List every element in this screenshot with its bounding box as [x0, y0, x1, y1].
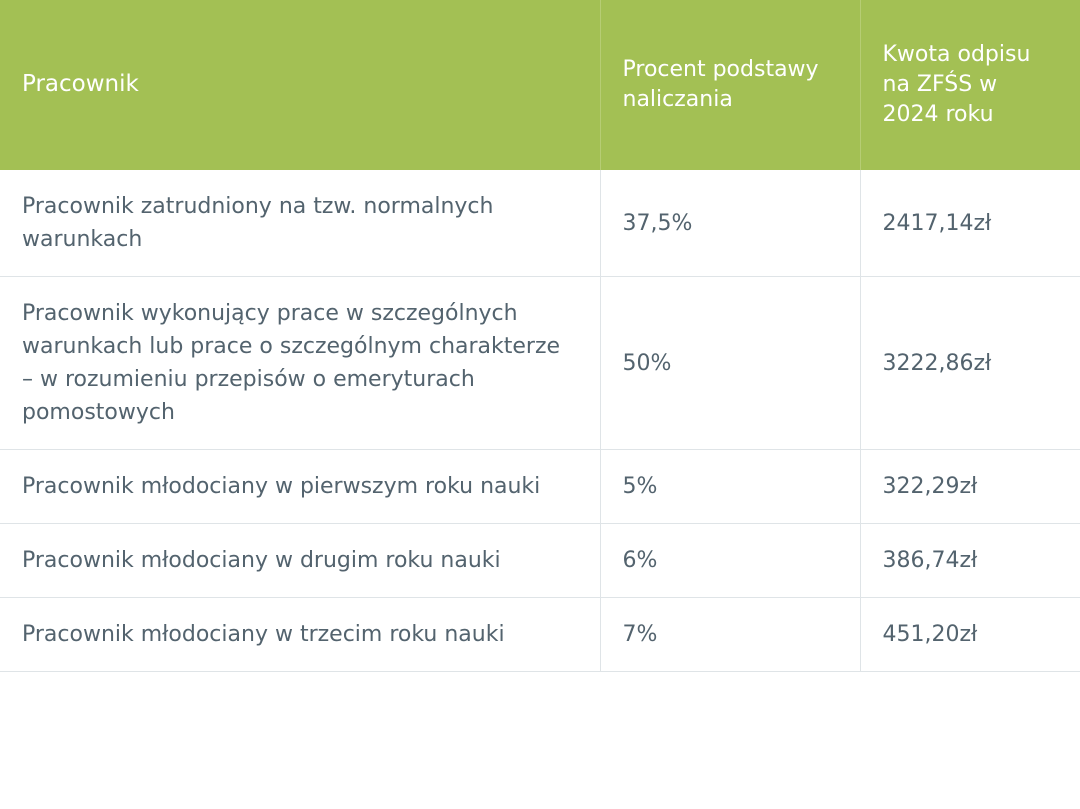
column-header-employee: Pracownik: [0, 0, 600, 170]
table-header: [0, 0, 1080, 170]
cell-percent: 6%: [600, 524, 860, 598]
cell-employee: Pracownik młodociany w pierwszym roku nauki: [0, 450, 600, 524]
cell-amount: 3222,86zł: [860, 277, 1080, 450]
column-header-amount: Kwota odpisu na ZFŚS w 2024 roku: [860, 0, 1080, 170]
cell-percent: 5%: [600, 450, 860, 524]
cell-percent: 7%: [600, 598, 860, 672]
cell-amount: 2417,14zł: [860, 170, 1080, 277]
cell-employee: Pracownik młodociany w drugim roku nauki: [0, 524, 600, 598]
table-body: [0, 170, 1080, 672]
table-row: [0, 524, 1080, 598]
cell-amount: 451,20zł: [860, 598, 1080, 672]
cell-percent: 37,5%: [600, 170, 860, 277]
table-row: [0, 598, 1080, 672]
table-row: [0, 170, 1080, 277]
cell-employee: Pracownik młodociany w trzecim roku nauki: [0, 598, 600, 672]
table-header-row: [0, 0, 1080, 170]
table-row: [0, 277, 1080, 450]
table-row: [0, 450, 1080, 524]
column-header-percent: Procent podstawy naliczania: [600, 0, 860, 170]
cell-employee: Pracownik zatrudniony na tzw. normalnych warunkach: [0, 170, 600, 277]
cell-amount: 322,29zł: [860, 450, 1080, 524]
cell-employee: Pracownik wykonujący prace w szczególnych warunkach lub prace o szczególnym charakterze – w rozumieniu przepisów o emeryturach pomostowych: [0, 277, 600, 450]
cell-amount: 386,74zł: [860, 524, 1080, 598]
cell-percent: 50%: [600, 277, 860, 450]
